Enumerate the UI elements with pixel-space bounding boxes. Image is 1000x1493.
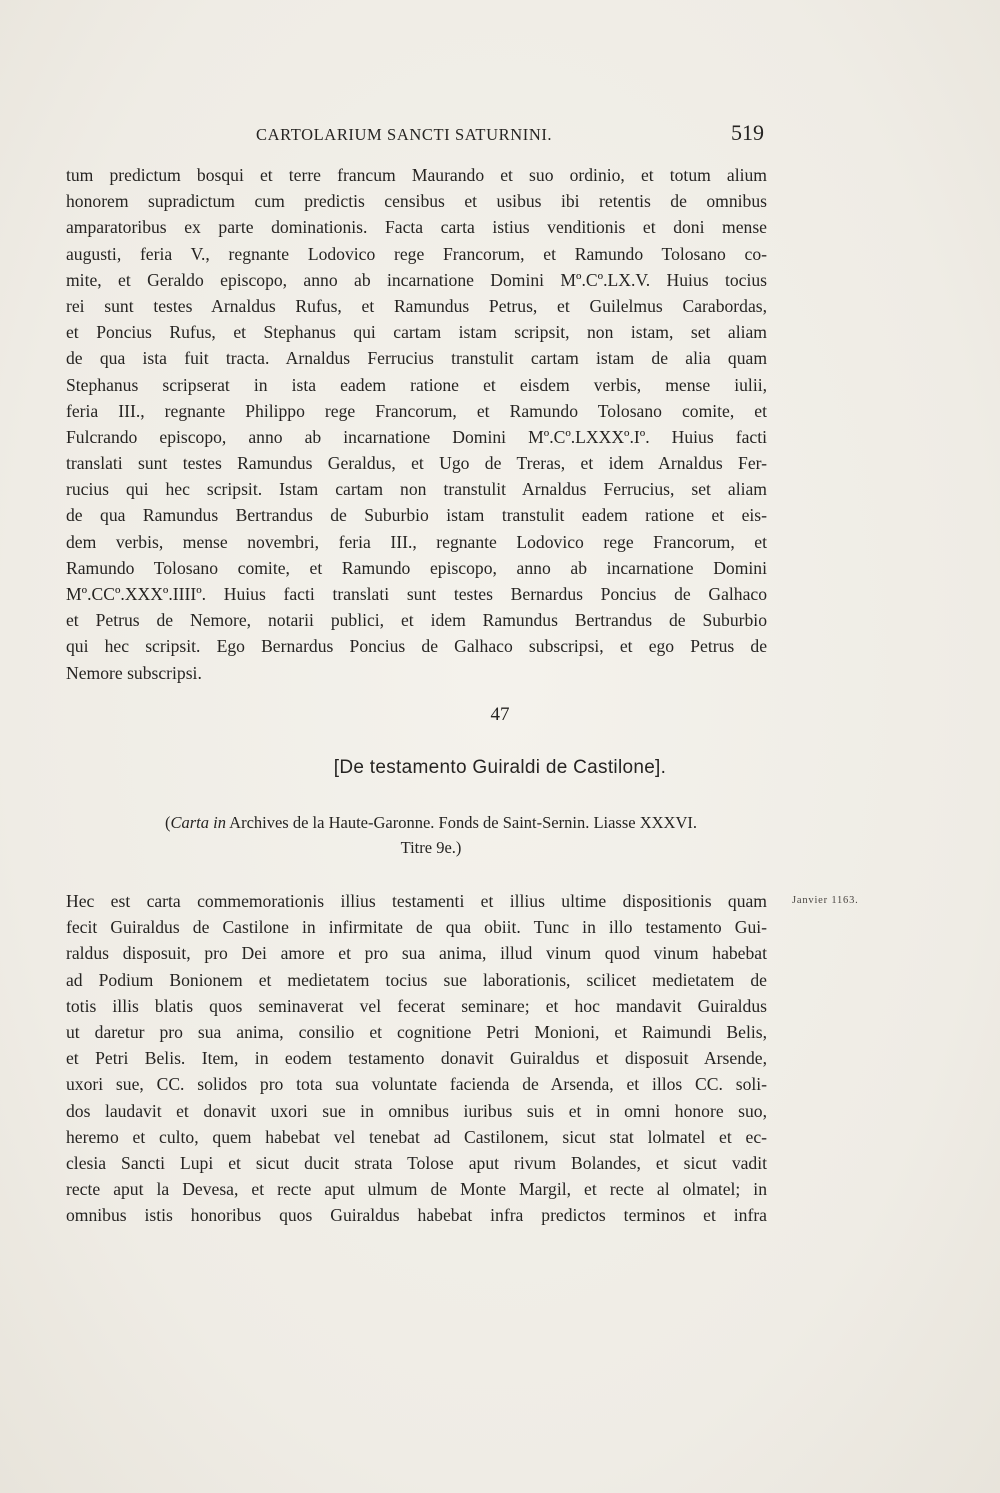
text-line: dos laudavit et donavit uxori sue in omnibus iuribus suis et in omni honore suo, — [66, 1100, 767, 1121]
text-line: raldus disposuit, pro Dei amore et pro sua anima, illud vinum quod vinum habebat — [66, 943, 767, 964]
charter-paragraph — [66, 888, 767, 1228]
text-line: ut daretur pro sua anima, consilio et cognitione Petri Monioni, et Raimundi Belis, — [66, 1021, 767, 1042]
document-number: 47 — [490, 704, 510, 725]
text-line: Hec est carta commemorationis illius testamenti et illius ultime dispositionis quam — [66, 891, 767, 911]
source-note — [66, 810, 796, 860]
text-line: ad Podium Bonionem et medietatem tocius sue laborationis, scilicet medietatem de — [66, 969, 767, 990]
text-line: amparatoribus ex parte dominationis. Facta carta istius venditionis et doni mense — [66, 217, 767, 238]
text-line: fecit Guiraldus de Castilone in infirmitate de qua obiit. Tunc in illo testamento Gui- — [66, 917, 767, 938]
text-line: rei sunt testes Arnaldus Rufus, et Ramundus Petrus, et Guilelmus Carabordas, — [66, 295, 767, 316]
text-line: tum predictum bosqui et terre francum Maurando et suo ordinio, et totum alium — [66, 165, 767, 185]
text-line: rucius qui hec scripsit. Istam cartam non transtulit Arnaldus Ferrucius, set aliam — [66, 479, 767, 500]
text-line: augusti, feria V., regnante Lodovico rege Francorum, et Ramundo Tolosano co- — [66, 243, 767, 264]
page-number: 519 — [731, 120, 764, 145]
text-line: Nemore subscripsi. — [66, 662, 202, 683]
text-line: heremo et culto, quem habebat vel tenebat ad Castilonem, sicut stat lolmatel et ec- — [66, 1126, 767, 1147]
text-line: Mº.CCº.XXXº.IIIIº. Huius facti translati sunt testes Bernardus Poncius de Galhaco — [66, 584, 767, 604]
document-title: [De testamento Guiraldi de Castilone]. — [333, 757, 667, 778]
running-head — [66, 121, 766, 151]
continuation-paragraph — [66, 162, 767, 686]
source-note-line2: Titre 9e.) — [400, 838, 462, 857]
text-line: omnibus istis honoribus quos Guiraldus habebat infra predictos terminos et infra — [66, 1205, 767, 1226]
text-line: honorem supradictum cum predictis censibus et usibus ibi retentis de omnibus — [66, 191, 767, 212]
text-line: recte aput la Devesa, et recte aput ulmum de Monte Margil, et recte al olmatel; in — [66, 1179, 767, 1200]
text-line: Fulcrando episcopo, anno ab incarnatione Domini Mº.Cº.LXXXº.Iº. Huius facti — [66, 426, 767, 447]
text-line: de qua ista fuit tracta. Arnaldus Ferrucius transtulit cartam istam de alia quam — [66, 348, 767, 369]
text-line: et Poncius Rufus, et Stephanus qui cartam istam scripsit, non istam, set aliam — [66, 322, 767, 343]
source-note-open: ( — [164, 813, 171, 832]
text-line: translati sunt testes Ramundus Geraldus, et Ugo de Treras, et idem Arnaldus Fer- — [66, 453, 767, 474]
source-note-line1: Archives de la Haute-Garonne. Fonds de Saint-Sernin. Liasse XXXVI. — [225, 813, 698, 832]
source-note-italic: Carta in — [170, 813, 226, 832]
text-line: mite, et Geraldo episcopo, anno ab incarnatione Domini Mº.Cº.LX.V. Huius tocius — [66, 269, 767, 290]
text-line: feria III., regnante Philippo rege Francorum, et Ramundo Tolosano comite, et — [66, 400, 767, 421]
text-line: dem verbis, mense novembri, feria III., regnante Lodovico rege Francorum, et — [66, 531, 767, 552]
text-line: et Petrus de Nemore, notarii publici, et idem Ramundus Bertrandus de Suburbio — [66, 610, 767, 631]
margin-date-note: Janvier 1163. — [792, 895, 859, 906]
text-line: Stephanus scripserat in ista eadem ratione et eisdem verbis, mense iulii, — [66, 374, 767, 395]
text-line: de qua Ramundus Bertrandus de Suburbio istam transtulit eadem ratione et eis- — [66, 505, 767, 526]
text-line: qui hec scripsit. Ego Bernardus Poncius de Galhaco subscripsi, et ego Petrus de — [66, 636, 767, 657]
text-line: Ramundo Tolosano comite, et Ramundo episcopo, anno ab incarnatione Domini — [66, 557, 767, 578]
text-line: et Petri Belis. Item, in eodem testamento donavit Guiraldus et disposuit Arsende, — [66, 1048, 767, 1069]
text-line: clesia Sancti Lupi et sicut ducit strata Tolose aput rivum Bolandes, et sicut vadit — [66, 1152, 767, 1173]
running-title: CARTOLARIUM SANCTI SATURNINI. — [256, 125, 553, 144]
text-line: uxori sue, CC. solidos pro tota sua voluntate facienda de Arsenda, et illos CC. soli- — [66, 1074, 767, 1095]
text-line: totis illis blatis quos seminaverat vel fecerat seminare; et hoc mandavit Guiraldus — [66, 995, 767, 1016]
